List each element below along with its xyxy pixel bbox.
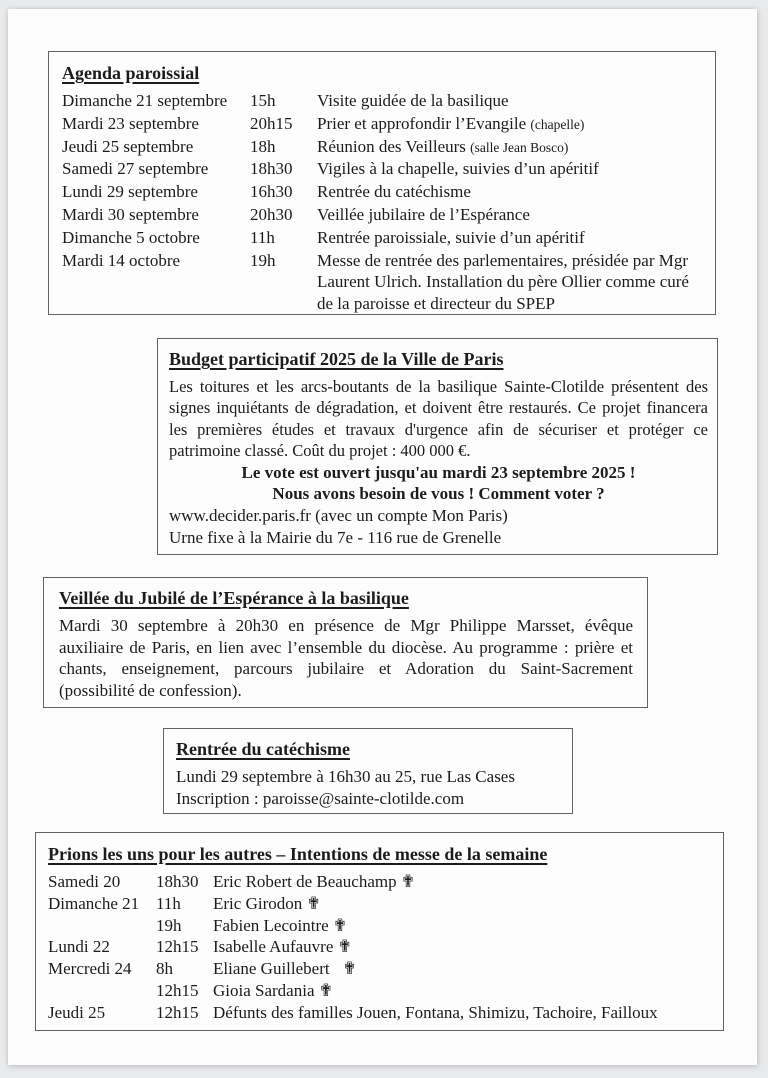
agenda-description: [317, 90, 705, 113]
intention-name: Défunts des familles Jouen, Fontana, Shimizu, Tachoire, Failloux: [213, 1002, 658, 1022]
agenda-description: [317, 181, 705, 204]
agenda-section: [48, 51, 716, 315]
veillee-section: [43, 577, 648, 708]
agenda-row: [62, 250, 705, 316]
budget-title: Budget participatif 2025 de la Ville de Paris: [169, 349, 504, 369]
agenda-row: [62, 158, 705, 181]
intention-time: 12h15: [156, 1002, 199, 1022]
intention-name: Eric Robert de Beauchamp ✟: [213, 872, 416, 891]
budget-urne-address: Urne fixe à la Mairie du 7e - 116 rue de Grenelle: [169, 528, 502, 548]
agenda-time: 19h: [250, 250, 276, 270]
intention-date: Jeudi 25: [48, 1002, 106, 1022]
intention-row: [48, 936, 713, 958]
agenda-description: [317, 227, 705, 250]
budget-paragraph: Les toitures et les arcs-boutants de la basilique Sainte-Clotilde présentent des signes inquiétants de dégradation, et doivent être restaurés. Ce projet financera les premières études et travaux d'urgence afin de sécuriser et protéger ce patrimoine classé. Coût du projet : 400 000 €.: [169, 377, 708, 461]
intentions-title: Prions les uns pour les autres – Intentions de messe de la semaine: [48, 844, 548, 864]
intention-row: [48, 915, 713, 937]
agenda-date: Mardi 23 septembre: [62, 113, 199, 133]
agenda-row: [62, 113, 705, 136]
agenda-description: [317, 113, 705, 136]
budget-call-to-action: Nous avons besoin de vous ! Comment voter ?: [272, 484, 605, 504]
agenda-date: Dimanche 5 octobre: [62, 227, 200, 247]
agenda-description: [317, 250, 705, 316]
catechisme-title: Rentrée du catéchisme: [176, 739, 350, 759]
agenda-time: 20h30: [250, 204, 293, 224]
intention-row: [48, 893, 713, 915]
agenda-date: Mardi 14 octobre: [62, 250, 181, 270]
budget-vote-deadline: Le vote est ouvert jusqu'au mardi 23 septembre 2025 !: [241, 462, 636, 482]
agenda-row: [62, 227, 705, 250]
agenda-time: 15h: [250, 91, 276, 110]
intention-time: 12h15: [156, 937, 199, 957]
agenda-description-note: (salle Jean Bosco): [470, 139, 569, 155]
agenda-description-text: Réunion des Veilleurs: [317, 136, 471, 156]
agenda-date: Samedi 27 septembre: [62, 159, 209, 179]
veillee-title: Veillée du Jubilé de l’Espérance à la basilique: [59, 588, 409, 608]
agenda-time: 20h15: [250, 113, 293, 133]
agenda-description: [317, 158, 705, 181]
agenda-description-text: Veillée jubilaire de l’Espérance: [317, 204, 530, 224]
intention-time: 8h: [156, 959, 173, 979]
agenda-row: [62, 136, 705, 159]
intention-date: Samedi 20: [48, 872, 121, 891]
agenda-title: Agenda paroissial: [62, 63, 200, 83]
agenda-description-text: Rentrée du catéchisme: [317, 182, 471, 202]
agenda-time: 11h: [250, 227, 275, 247]
agenda-date: Jeudi 25 septembre: [62, 136, 194, 156]
agenda-description: [317, 204, 705, 227]
agenda-description-text: Prier et approfondir l’Evangile: [317, 113, 531, 133]
budget-vote-url: www.decider.paris.fr (avec un compte Mon Paris): [169, 506, 508, 526]
agenda-date: Mardi 30 septembre: [62, 204, 199, 224]
intentions-section: [35, 832, 724, 1031]
agenda-time: 16h30: [250, 182, 293, 202]
intention-row: [48, 871, 713, 893]
intention-time: 19h: [156, 915, 182, 935]
agenda-date: Lundi 29 septembre: [62, 182, 198, 202]
intention-time: 12h15: [156, 980, 199, 1000]
agenda-description: [317, 136, 705, 159]
intention-time: 11h: [156, 893, 181, 913]
intention-name: Fabien Lecointre ✟: [213, 915, 348, 935]
intention-row: [48, 958, 713, 980]
agenda-row: [62, 204, 705, 227]
intention-name: Isabelle Aufauvre ✟: [213, 937, 352, 957]
agenda-time: 18h: [250, 136, 276, 156]
catechisme-inscription-line: Inscription : paroisse@sainte-clotilde.com: [176, 789, 465, 808]
intention-date: [48, 915, 156, 937]
intention-row: [48, 1002, 713, 1024]
agenda-time: 18h30: [250, 159, 293, 179]
catechisme-section: [163, 728, 573, 814]
intention-name: Gioia Sardania ✟: [213, 980, 333, 1000]
intention-date: Lundi 22: [48, 937, 110, 957]
budget-section: [157, 338, 718, 555]
intention-date: Mercredi 24: [48, 959, 132, 979]
agenda-row: [62, 181, 705, 204]
intention-date: [48, 980, 156, 1002]
intention-date: Dimanche 21: [48, 893, 140, 913]
intentions-rows: [48, 871, 713, 1024]
agenda-description-text: Visite guidée de la basilique: [317, 91, 509, 110]
agenda-description-text: Messe de rentrée des parlementaires, présidée par Mgr Laurent Ulrich. Installation du père Ollier comme curé de la paroisse et directeur du SPEP: [317, 250, 694, 314]
intention-name: Eliane Guillebert ✟: [213, 959, 357, 979]
agenda-description-text: Rentrée paroissiale, suivie d’un apéritif: [317, 227, 585, 247]
agenda-row: [62, 90, 705, 113]
intention-name: Eric Girodon ✟: [213, 893, 321, 913]
catechisme-date-line: Lundi 29 septembre à 16h30 au 25, rue Las Cases: [176, 767, 515, 786]
agenda-description-note: (chapelle): [530, 116, 585, 132]
agenda-date: Dimanche 21 septembre: [62, 91, 228, 110]
veillee-paragraph: Mardi 30 septembre à 20h30 en présence de Mgr Philippe Marsset, évêque auxiliaire de Paris, en lien avec l’ensemble du diocèse. Au programme : prière et chants, enseignement, parcours jubilaire et Adoration du Saint-Sacrement (possibilité de confession).: [59, 616, 633, 700]
agenda-rows: [62, 90, 705, 316]
agenda-description-text: Vigiles à la chapelle, suivies d’un apéritif: [317, 159, 599, 179]
intention-time: 18h30: [156, 872, 199, 891]
intention-row: [48, 980, 713, 1002]
